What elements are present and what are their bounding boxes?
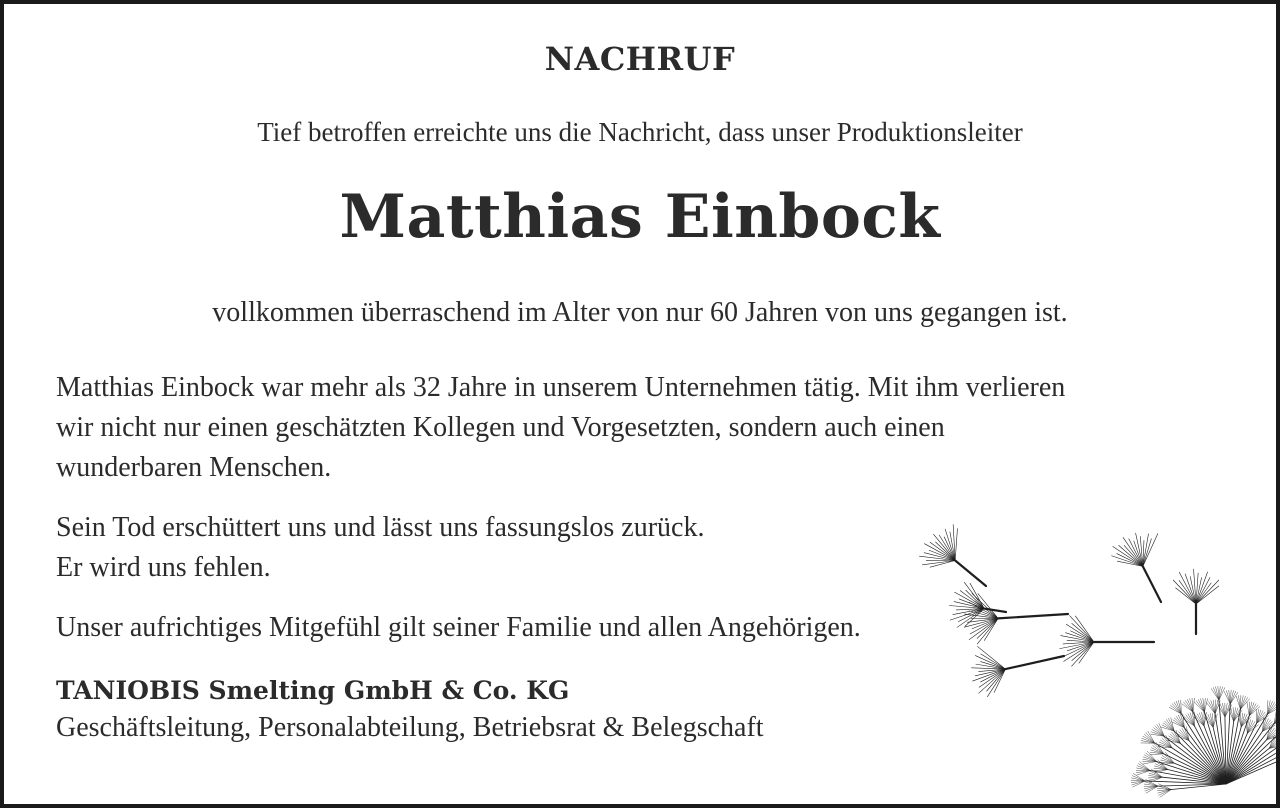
paragraph-line: wir nicht nur einen geschätzten Kollegen und Vorgesetzten, sondern auch einen [56, 412, 945, 443]
paragraph-line: Unser aufrichtiges Mitgefühl gilt seiner Familie und allen Angehörigen. [56, 612, 861, 643]
company-name: TANIOBIS Smelting GmbH & Co. KG [56, 676, 570, 705]
subline-text: vollkommen überraschend im Alter von nur 60 Jahren von uns gegangen ist. [212, 297, 1068, 328]
intro-text: Tief betroffen erreichte uns die Nachricht, dass unser Produktionsleiter [257, 117, 1023, 147]
paragraph-line: Er wird uns fehlen. [56, 552, 271, 583]
dandelion-icon [896, 494, 1276, 804]
signature-departments: Geschäftsleitung, Personalabteilung, Betriebsrat & Belegschaft [56, 712, 764, 743]
paragraph-tenure [56, 368, 1236, 488]
notice-heading: NACHRUF [544, 40, 736, 78]
deceased-name: Matthias Einbock [339, 182, 941, 252]
obituary-notice [4, 4, 1276, 804]
paragraph-line: wunderbaren Menschen. [56, 452, 332, 483]
paragraph-line: Sein Tod erschüttert uns und lässt uns fassungslos zurück. [56, 512, 705, 543]
paragraph-line: Matthias Einbock war mehr als 32 Jahre in unserem Unternehmen tätig. Mit ihm verlieren [56, 372, 1066, 403]
